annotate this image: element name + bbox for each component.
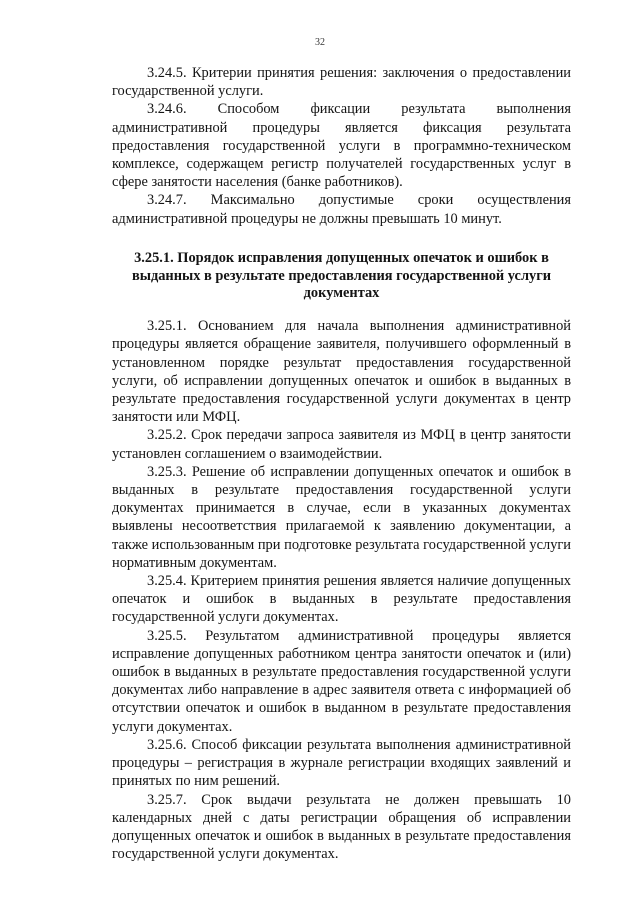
paragraph-3-24-5: 3.24.5. Критерии принятия решения: заключения о предоставлении государственной услуги.	[112, 65, 571, 100]
section-heading: 3.25.1. Порядок исправления допущенных опечаток и ошибок в выданных в результате предоставления государственной услуги документах	[131, 249, 552, 302]
paragraph-3-24-6: 3.24.6. Способом фиксации результата выполнения административной процедуры является фиксация результата предоставления государственной услуги в программно-техническом комплексе, содержащем регистр получателей государственных услуг в сфере занятости населения (банке работников).	[112, 101, 571, 191]
paragraph-3-25-1: 3.25.1. Основанием для начала выполнения административной процедуры является обращение заявителя, получившего оформленный в установленном порядке результат предоставления государственной услуги, об исправлении допущенных опечаток и ошибок в выданных в результате предоставления государственной услуги документах в центр занятости или МФЦ.	[112, 318, 571, 426]
paragraph-3-24-7: 3.24.7. Максимально допустимые сроки осуществления административной процедуры не должны превышать 10 минут.	[112, 192, 571, 227]
paragraph-3-25-6: 3.25.6. Способ фиксации результата выполнения административной процедуры – регистрация в журнале регистрации входящих заявлений и принятых по ним решений.	[112, 736, 571, 790]
page-number: 32	[315, 37, 325, 48]
paragraph-3-25-4: 3.25.4. Критерием принятия решения является наличие допущенных опечаток и ошибок в выданных в результате предоставления государственной услуги документах.	[112, 573, 571, 626]
paragraph-3-25-3: 3.25.3. Решение об исправлении допущенных опечаток и ошибок в выданных в результате предоставления государственной услуги документах принимается в случае, если в указанных документах выявлены несоответствия прилагаемой к заявлению документации, а также использованным при подготовке результата государственной услуги нормативным документам.	[112, 463, 571, 571]
document-body	[112, 64, 571, 863]
paragraph-3-25-7: 3.25.7. Срок выдачи результата не должен превышать 10 календарных дней с даты регистрации обращения об исправлении допущенных опечаток и ошибок в выданных в результате предоставления государственной услуги документах.	[112, 791, 571, 863]
paragraph-3-25-5: 3.25.5. Результатом административной процедуры является исправление допущенных работником центра занятости опечаток и (или) ошибок в выданных в результате предоставления государственной услуги документах либо направление в адрес заявителя ответа с информацией об отсутствии опечаток и ошибок в выданном в результате предоставления услуги документах.	[112, 627, 571, 735]
paragraph-3-25-2: 3.25.2. Срок передачи запроса заявителя из МФЦ в центр занятости установлен соглашением о взаимодействии.	[112, 427, 571, 462]
